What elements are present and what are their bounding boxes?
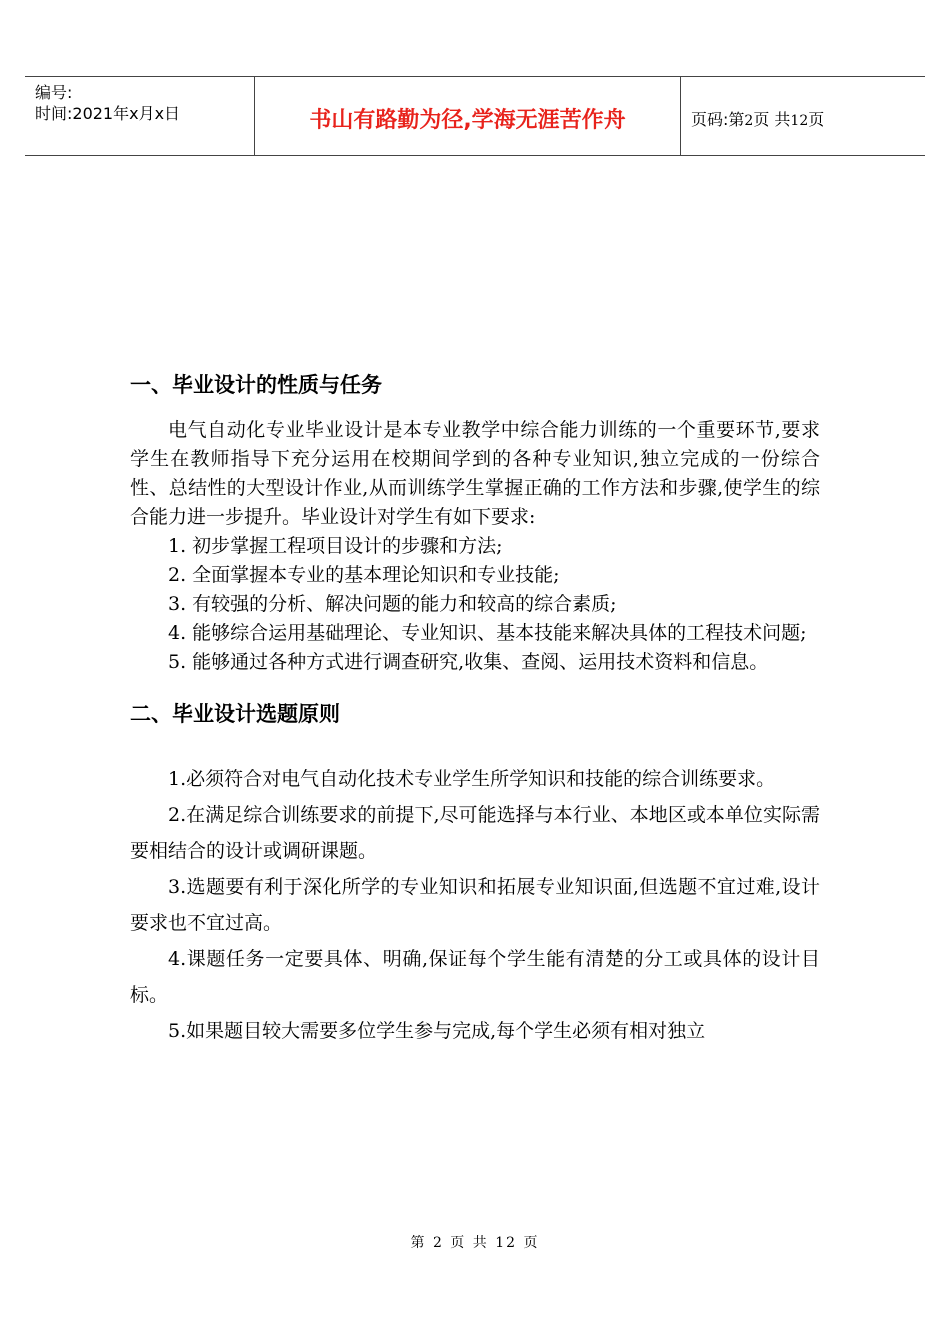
section2-item: 4.课题任务一定要具体、明确,保证每个学生能有清楚的分工或具体的设计目标。 xyxy=(130,948,820,1006)
document-body xyxy=(130,368,820,1049)
header-motto: 书山有路勤为径,学海无涯苦作舟 xyxy=(309,108,626,133)
page-middle: 页 共 xyxy=(753,110,791,129)
section2-item: 3.选题要有利于深化所学的专业知识和拓展专业知识面,但选题不宜过难,设计要求也不宜过高。 xyxy=(130,876,820,934)
section1-item: 5. 能够通过各种方式进行调查研究,收集、查阅、运用技术资料和信息。 xyxy=(168,651,769,673)
section1-item: 4. 能够综合运用基础理论、专业知识、基本技能来解决具体的工程技术问题; xyxy=(168,622,807,644)
document-time-label: 时间:2021年x月x日 xyxy=(35,104,181,123)
header-meta xyxy=(35,82,180,124)
page-footer: 第 2 页 共 12 页 xyxy=(410,1235,540,1251)
section1-item: 2. 全面掌握本专业的基本理论知识和专业技能; xyxy=(168,564,560,586)
section2-item: 2.在满足综合训练要求的前提下,尽可能选择与本行业、本地区或本单位实际需要相结合的设计或调研课题。 xyxy=(130,804,820,862)
page-prefix: 页码:第 xyxy=(691,110,745,129)
section2-item: 5.如果题目较大需要多位学生参与完成,每个学生必须有相对独立 xyxy=(168,1020,706,1042)
section1-item: 1. 初步掌握工程项目设计的步骤和方法; xyxy=(168,535,503,557)
section2-item: 1.必须符合对电气自动化技术专业学生所学知识和技能的综合训练要求。 xyxy=(168,768,776,790)
page-current: 2 xyxy=(744,113,754,129)
section1-item: 3. 有较强的分析、解决问题的能力和较高的综合素质; xyxy=(168,593,617,615)
header-page-indicator xyxy=(691,107,824,130)
page-total: 12 xyxy=(790,113,809,129)
page-suffix: 页 xyxy=(808,110,825,129)
section1-title: 一、毕业设计的性质与任务 xyxy=(130,373,382,397)
section2-title: 二、毕业设计选题原则 xyxy=(130,702,340,726)
header-divider xyxy=(680,77,681,155)
page-header xyxy=(25,76,925,156)
section1-intro: 电气自动化专业毕业设计是本专业教学中综合能力训练的一个重要环节,要求学生在教师指导下充分运用在校期间学到的各种专业知识,独立完成的一份综合性、总结性的大型设计作业,从而训练学生掌握正确的工作方法和步骤,使学生的综合能力进一步提升。毕业设计对学生有如下要求: xyxy=(130,419,820,528)
document-number-label: 编号: xyxy=(35,83,73,102)
